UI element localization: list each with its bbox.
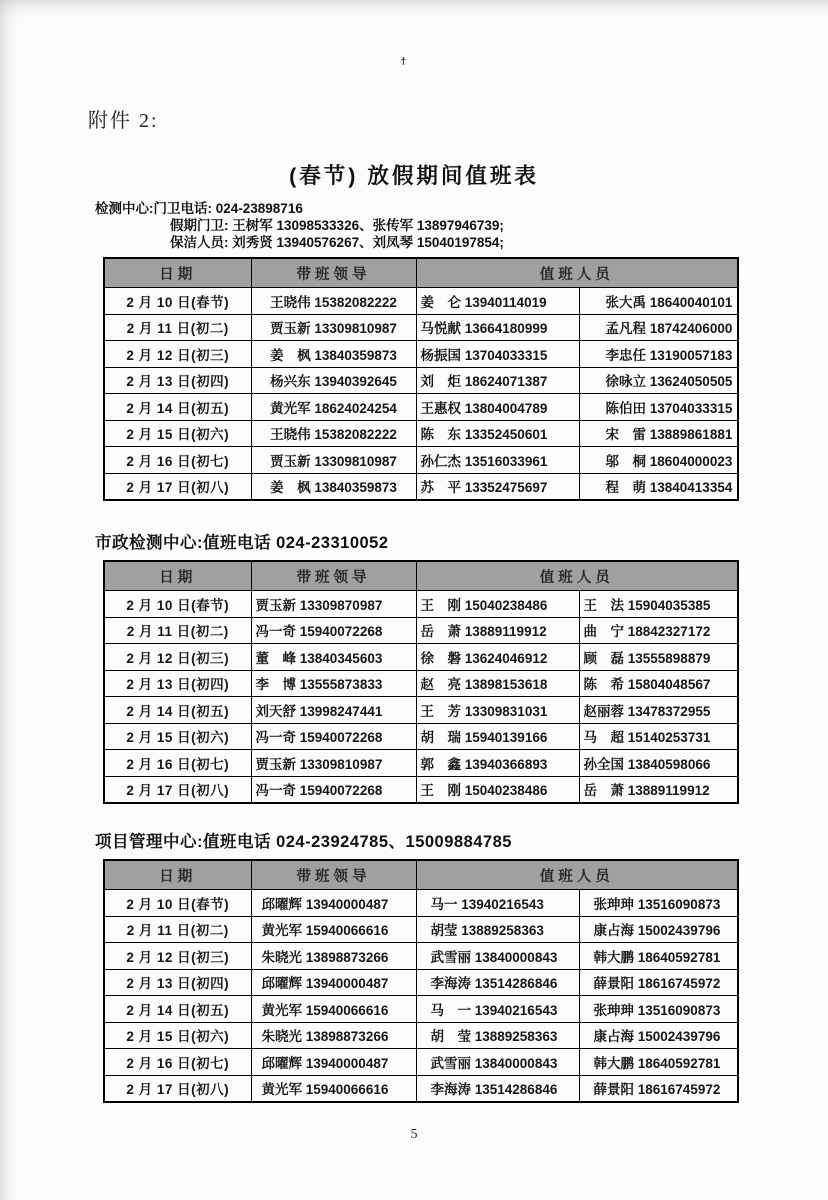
column-header-date: 日期 (104, 860, 251, 890)
table-row (104, 314, 738, 341)
staff-cell: 李忠任 13190057183 (579, 341, 738, 368)
table-row (104, 288, 738, 315)
leader-cell: 黄光军 15940066616 (251, 996, 416, 1023)
date-cell: 2 月 13 日(初四) (104, 969, 251, 996)
staff-cell: 李海涛 13514286846 (416, 969, 579, 996)
leader-cell: 贾玉新 13309810987 (251, 314, 416, 341)
staff-cell: 张珅珅 13516090873 (579, 890, 738, 917)
column-header-staff: 值班人员 (416, 561, 738, 591)
date-cell: 2 月 16 日(初七) (104, 447, 251, 474)
leader-cell: 邱曜辉 13940000487 (251, 1049, 416, 1076)
staff-cell: 张大禹 18640040101 (579, 288, 738, 315)
leader-cell: 董 峰 13840345603 (251, 644, 416, 671)
table-row (104, 394, 738, 421)
staff-cell: 武雪丽 13840000843 (416, 1049, 579, 1076)
heading-text: 门卫电话: 024-23898716 (153, 201, 303, 216)
section-label: 项目管理中心: (95, 833, 203, 851)
table-row (104, 1049, 738, 1076)
heading-sub-line (95, 234, 745, 251)
table-row (104, 890, 738, 917)
section-label: 检测中心: (95, 201, 154, 216)
table-row (104, 447, 738, 474)
staff-cell: 胡 瑞 15940139166 (416, 723, 579, 750)
staff-cell: 杨振国 13704033315 (416, 341, 579, 368)
staff-cell: 徐 磐 13624046912 (416, 644, 579, 671)
staff-cell: 陈伯田 13704033315 (579, 394, 738, 421)
date-cell: 2 月 14 日(初五) (104, 394, 251, 421)
staff-cell: 刘 炬 18624071387 (416, 367, 579, 394)
column-header-leader: 带班领导 (251, 258, 416, 288)
staff-cell: 马 一 13940216543 (416, 996, 579, 1023)
staff-cell: 邬 桐 18604000023 (579, 447, 738, 474)
table-body (104, 288, 738, 501)
column-header-leader: 带班领导 (251, 860, 416, 890)
table-row (104, 367, 738, 394)
table-row (104, 969, 738, 996)
date-cell: 2 月 11 日(初二) (104, 916, 251, 943)
staff-cell: 马 超 15140253731 (579, 723, 738, 750)
heading-text: 值班电话 024-23310052 (203, 534, 389, 552)
heading-main-line (95, 832, 745, 852)
leader-cell: 黄光军 18624024254 (251, 394, 416, 421)
date-cell: 2 月 12 日(初三) (104, 943, 251, 970)
heading-main-line (95, 533, 745, 553)
section-label: 市政检测中心: (95, 534, 203, 552)
date-cell: 2 月 11 日(初二) (104, 617, 251, 644)
table-header-row (104, 561, 738, 591)
date-cell: 2 月 17 日(初八) (104, 473, 251, 500)
staff-cell: 姜 仑 13940114019 (416, 288, 579, 315)
date-cell: 2 月 16 日(初七) (104, 1049, 251, 1076)
staff-cell: 康占海 15002439796 (579, 916, 738, 943)
staff-cell: 赵丽蓉 13478372955 (579, 697, 738, 724)
staff-cell: 马一 13940216543 (416, 890, 579, 917)
staff-cell: 王 芳 13309831031 (416, 697, 579, 724)
staff-cell: 陈 东 13352450601 (416, 420, 579, 447)
leader-cell: 贾玉新 13309810987 (251, 447, 416, 474)
section-heading (95, 832, 745, 852)
heading-text: 保洁人员: 刘秀贤 13940576267、刘凤琴 15040197854; (170, 235, 504, 250)
staff-cell: 王 刚 15040238486 (416, 776, 579, 803)
date-cell: 2 月 13 日(初四) (104, 670, 251, 697)
date-cell: 2 月 12 日(初三) (104, 644, 251, 671)
table-row (104, 750, 738, 777)
leader-cell: 李 博 13555873833 (251, 670, 416, 697)
date-cell: 2 月 14 日(初五) (104, 996, 251, 1023)
date-cell: 2 月 12 日(初三) (104, 341, 251, 368)
staff-cell: 胡 莹 13889258363 (416, 1022, 579, 1049)
date-cell: 2 月 10 日(春节) (104, 288, 251, 315)
document-title: (春节) 放假期间值班表 (289, 164, 539, 188)
table-row (104, 1022, 738, 1049)
staff-cell: 胡莹 13889258363 (416, 916, 579, 943)
leader-cell: 姜 枫 13840359873 (251, 473, 416, 500)
leader-cell: 冯一奇 15940072268 (251, 723, 416, 750)
staff-cell: 苏 平 13352475697 (416, 473, 579, 500)
date-cell: 2 月 17 日(初八) (104, 776, 251, 803)
staff-cell: 宋 雷 13889861881 (579, 420, 738, 447)
table-header-row (104, 860, 738, 890)
staff-cell: 岳 萧 13889119912 (579, 776, 738, 803)
table-row (104, 1075, 738, 1102)
table-row (104, 943, 738, 970)
duty-table-testing-center (103, 257, 739, 501)
section-project-management-center (95, 832, 745, 1103)
heading-text: 假期门卫: 王树军 13098533326、张传军 13897946739; (170, 218, 504, 233)
table-row (104, 776, 738, 803)
section-heading (95, 200, 745, 251)
staff-cell: 武雪丽 13840000843 (416, 943, 579, 970)
date-cell: 2 月 17 日(初八) (104, 1075, 251, 1102)
staff-cell: 孙仁杰 13516033961 (416, 447, 579, 474)
staff-cell: 李海涛 13514286846 (416, 1075, 579, 1102)
table-body (104, 591, 738, 804)
leader-cell: 姜 枫 13840359873 (251, 341, 416, 368)
staff-cell: 马悦献 13664180999 (416, 314, 579, 341)
staff-cell: 康占海 15002439796 (579, 1022, 738, 1049)
staff-cell: 陈 希 15804048567 (579, 670, 738, 697)
heading-text: 值班电话 024-23924785、15009884785 (203, 833, 512, 851)
staff-cell: 岳 萧 13889119912 (416, 617, 579, 644)
leader-cell: 王晓伟 15382082222 (251, 420, 416, 447)
date-cell: 2 月 10 日(春节) (104, 890, 251, 917)
table-row (104, 670, 738, 697)
duty-table-municipal-testing-center (103, 560, 739, 804)
document-content (95, 200, 745, 1103)
column-header-staff: 值班人员 (416, 258, 738, 288)
leader-cell: 冯一奇 15940072268 (251, 617, 416, 644)
section-heading (95, 533, 745, 553)
table-row (104, 617, 738, 644)
leader-cell: 贾玉新 13309870987 (251, 591, 416, 618)
date-cell: 2 月 10 日(春节) (104, 591, 251, 618)
scan-artifact-mark: ϯ (401, 56, 406, 68)
table-row (104, 420, 738, 447)
leader-cell: 邱曜辉 13940000487 (251, 969, 416, 996)
duty-table-project-management-center (103, 859, 739, 1103)
date-cell: 2 月 11 日(初二) (104, 314, 251, 341)
table-row (104, 723, 738, 750)
staff-cell: 王 法 15904035385 (579, 591, 738, 618)
staff-cell: 韩大鹏 18640592781 (579, 943, 738, 970)
column-header-date: 日期 (104, 561, 251, 591)
attachment-label: 附件 2: (88, 110, 159, 132)
staff-cell: 王惠权 13804004789 (416, 394, 579, 421)
staff-cell: 张珅珅 13516090873 (579, 996, 738, 1023)
table-row (104, 644, 738, 671)
staff-cell: 顾 磊 13555898879 (579, 644, 738, 671)
table-body (104, 890, 738, 1103)
section-testing-center (95, 200, 745, 501)
table-row (104, 996, 738, 1023)
date-cell: 2 月 15 日(初六) (104, 1022, 251, 1049)
staff-cell: 韩大鹏 18640592781 (579, 1049, 738, 1076)
leader-cell: 贾玉新 13309810987 (251, 750, 416, 777)
date-cell: 2 月 15 日(初六) (104, 420, 251, 447)
table-row (104, 916, 738, 943)
table-row (104, 591, 738, 618)
leader-cell: 朱晓光 13898873266 (251, 1022, 416, 1049)
date-cell: 2 月 14 日(初五) (104, 697, 251, 724)
column-header-staff: 值班人员 (416, 860, 738, 890)
table-row (104, 341, 738, 368)
column-header-date: 日期 (104, 258, 251, 288)
page-number: 5 (410, 1127, 418, 1142)
leader-cell: 王晓伟 15382082222 (251, 288, 416, 315)
staff-cell: 薛景阳 18616745972 (579, 1075, 738, 1102)
leader-cell: 刘天舒 13998247441 (251, 697, 416, 724)
staff-cell: 徐咏立 13624050505 (579, 367, 738, 394)
leader-cell: 黄光军 15940066616 (251, 1075, 416, 1102)
leader-cell: 杨兴东 13940392645 (251, 367, 416, 394)
staff-cell: 曲 宁 18842327172 (579, 617, 738, 644)
date-cell: 2 月 13 日(初四) (104, 367, 251, 394)
table-header-row (104, 258, 738, 288)
staff-cell: 郭 鑫 13940366893 (416, 750, 579, 777)
staff-cell: 孙全国 13840598066 (579, 750, 738, 777)
section-municipal-testing-center (95, 533, 745, 804)
heading-sub-line (95, 217, 745, 234)
table-row (104, 473, 738, 500)
date-cell: 2 月 16 日(初七) (104, 750, 251, 777)
staff-cell: 孟凡程 18742406000 (579, 314, 738, 341)
staff-cell: 程 萌 13840413354 (579, 473, 738, 500)
staff-cell: 赵 亮 13898153618 (416, 670, 579, 697)
leader-cell: 黄光军 15940066616 (251, 916, 416, 943)
staff-cell: 薛景阳 18616745972 (579, 969, 738, 996)
column-header-leader: 带班领导 (251, 561, 416, 591)
heading-main-line (95, 200, 745, 217)
staff-cell: 王 刚 15040238486 (416, 591, 579, 618)
leader-cell: 邱曜辉 13940000487 (251, 890, 416, 917)
date-cell: 2 月 15 日(初六) (104, 723, 251, 750)
leader-cell: 冯一奇 15940072268 (251, 776, 416, 803)
leader-cell: 朱晓光 13898873266 (251, 943, 416, 970)
table-row (104, 697, 738, 724)
